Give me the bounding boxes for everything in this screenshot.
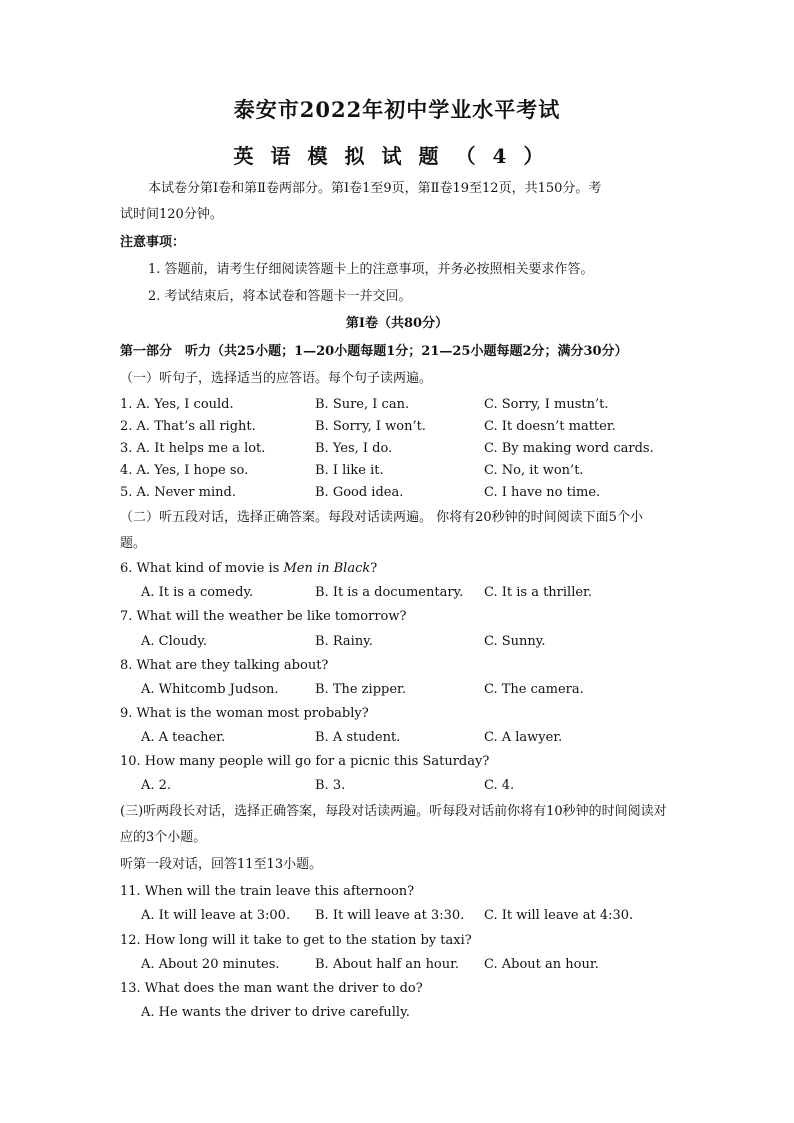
notes-item-1: 1. 答题前，请考生仔细阅读答题卡上的注意事项，并务必按照相关要求作答。 <box>148 262 594 277</box>
question-options <box>0 633 794 651</box>
option-a: 1. A. Yes, I could. <box>120 397 234 412</box>
question-options <box>0 584 794 602</box>
question-row <box>0 462 794 480</box>
option-c: C. It is a thriller. <box>484 585 592 600</box>
option-c: C. Sorry, I mustn’t. <box>484 397 609 412</box>
option-b: B. About half an hour. <box>315 957 460 972</box>
notes-item-2: 2. 考试结束后，将本试卷和答题卡一并交回。 <box>148 289 412 304</box>
option-c: C. It will leave at 4:30. <box>484 908 634 923</box>
option-b: B. Yes, I do. <box>315 441 393 456</box>
exam-title: 泰安市2022年初中学业水平考试 <box>233 97 561 122</box>
option-c: C. By making word cards. <box>484 441 654 456</box>
intro-line-1: 本试卷分第Ⅰ卷和第Ⅱ卷两部分。第Ⅰ卷1至9页，第Ⅱ卷19至12页，共150分。考 <box>148 181 602 196</box>
option-c: C. Sunny. <box>484 634 546 649</box>
question-row <box>0 396 794 414</box>
option-a: A. 2. <box>141 778 172 793</box>
notes-heading: 注意事项： <box>120 235 186 250</box>
option-b: B. Good idea. <box>315 485 404 500</box>
option-a: A. Cloudy. <box>141 634 208 649</box>
option-c: C. I have no time. <box>484 485 601 500</box>
sec3-instruction-1: (三)听两段长对话，选择正确答案，每段对话读两遍。听每段对话前你将有10秒钟的时间阅读对 <box>120 804 667 819</box>
question-stem: 10. How many people will go for a picnic this Saturday? <box>120 754 490 769</box>
option-a: A. It will leave at 3:00. <box>141 908 291 923</box>
question-stem: 13. What does the man want the driver to do? <box>120 981 423 996</box>
question-stem: 8. What are they talking about? <box>120 658 329 673</box>
option-b: B. A student. <box>315 730 401 745</box>
intro-line-2: 试时间120分钟。 <box>120 207 223 222</box>
movie-title: Men in Black <box>283 561 371 576</box>
question-stem: 11. When will the train leave this afternoon? <box>120 884 415 899</box>
option-b: B. It will leave at 3:30. <box>315 908 465 923</box>
exam-subtitle: 英语模拟试题（4） <box>233 144 561 168</box>
option-a: A. He wants the driver to drive carefully. <box>141 1005 410 1020</box>
question-options <box>0 1004 794 1022</box>
question-stem: 12. How long will it take to get to the station by taxi? <box>120 933 472 948</box>
option-b: B. Sure, I can. <box>315 397 410 412</box>
question-mark: ? <box>370 561 378 576</box>
question-stem: 9. What is the woman most probably? <box>120 706 369 721</box>
question-stem <box>120 560 377 578</box>
option-b: B. Rainy. <box>315 634 373 649</box>
sec2-instruction-1: （二）听五段对话，选择正确答案。每段对话读两遍。 你将有20秒钟的时间阅读下面5个小 <box>120 510 643 525</box>
option-c: C. 4. <box>484 778 515 793</box>
volume-title: 第Ⅰ卷（共80分） <box>345 316 449 331</box>
option-b: B. The zipper. <box>315 682 406 697</box>
option-b: B. Sorry, I won’t. <box>315 419 426 434</box>
sec3-instruction-2: 应的3个小题。 <box>120 830 207 845</box>
option-a: A. Whitcomb Judson. <box>141 682 279 697</box>
option-c: C. It doesn’t matter. <box>484 419 616 434</box>
question-text: 6. What kind of movie is <box>120 561 284 576</box>
option-c: C. No, it won’t. <box>484 463 584 478</box>
option-c: C. The camera. <box>484 682 584 697</box>
part1-heading: 第一部分 听力（共25小题；1—20小题每题1分；21—25小题每题2分；满分30分） <box>120 344 628 359</box>
option-b: B. 3. <box>315 778 346 793</box>
sec3-sub-instruction: 听第一段对话，回答11至13小题。 <box>120 857 323 872</box>
option-a: 2. A. That’s all right. <box>120 419 256 434</box>
question-options <box>0 729 794 747</box>
question-options <box>0 681 794 699</box>
sec1-instruction: （一）听句子，选择适当的应答语。每个句子读两遍。 <box>120 371 433 386</box>
question-options <box>0 956 794 974</box>
question-row <box>0 418 794 436</box>
sec2-instruction-2: 题。 <box>120 536 147 551</box>
question-stem: 7. What will the weather be like tomorrow? <box>120 609 407 624</box>
option-c: C. A lawyer. <box>484 730 563 745</box>
option-a: 5. A. Never mind. <box>120 485 236 500</box>
option-c: C. About an hour. <box>484 957 599 972</box>
option-a: 4. A. Yes, I hope so. <box>120 463 249 478</box>
question-row <box>0 484 794 502</box>
option-b: B. I like it. <box>315 463 384 478</box>
question-options <box>0 777 794 795</box>
option-b: B. It is a documentary. <box>315 585 464 600</box>
option-a: A. It is a comedy. <box>141 585 254 600</box>
option-a: A. A teacher. <box>141 730 226 745</box>
question-options <box>0 907 794 925</box>
option-a: A. About 20 minutes. <box>141 957 280 972</box>
question-row <box>0 440 794 458</box>
option-a: 3. A. It helps me a lot. <box>120 441 266 456</box>
